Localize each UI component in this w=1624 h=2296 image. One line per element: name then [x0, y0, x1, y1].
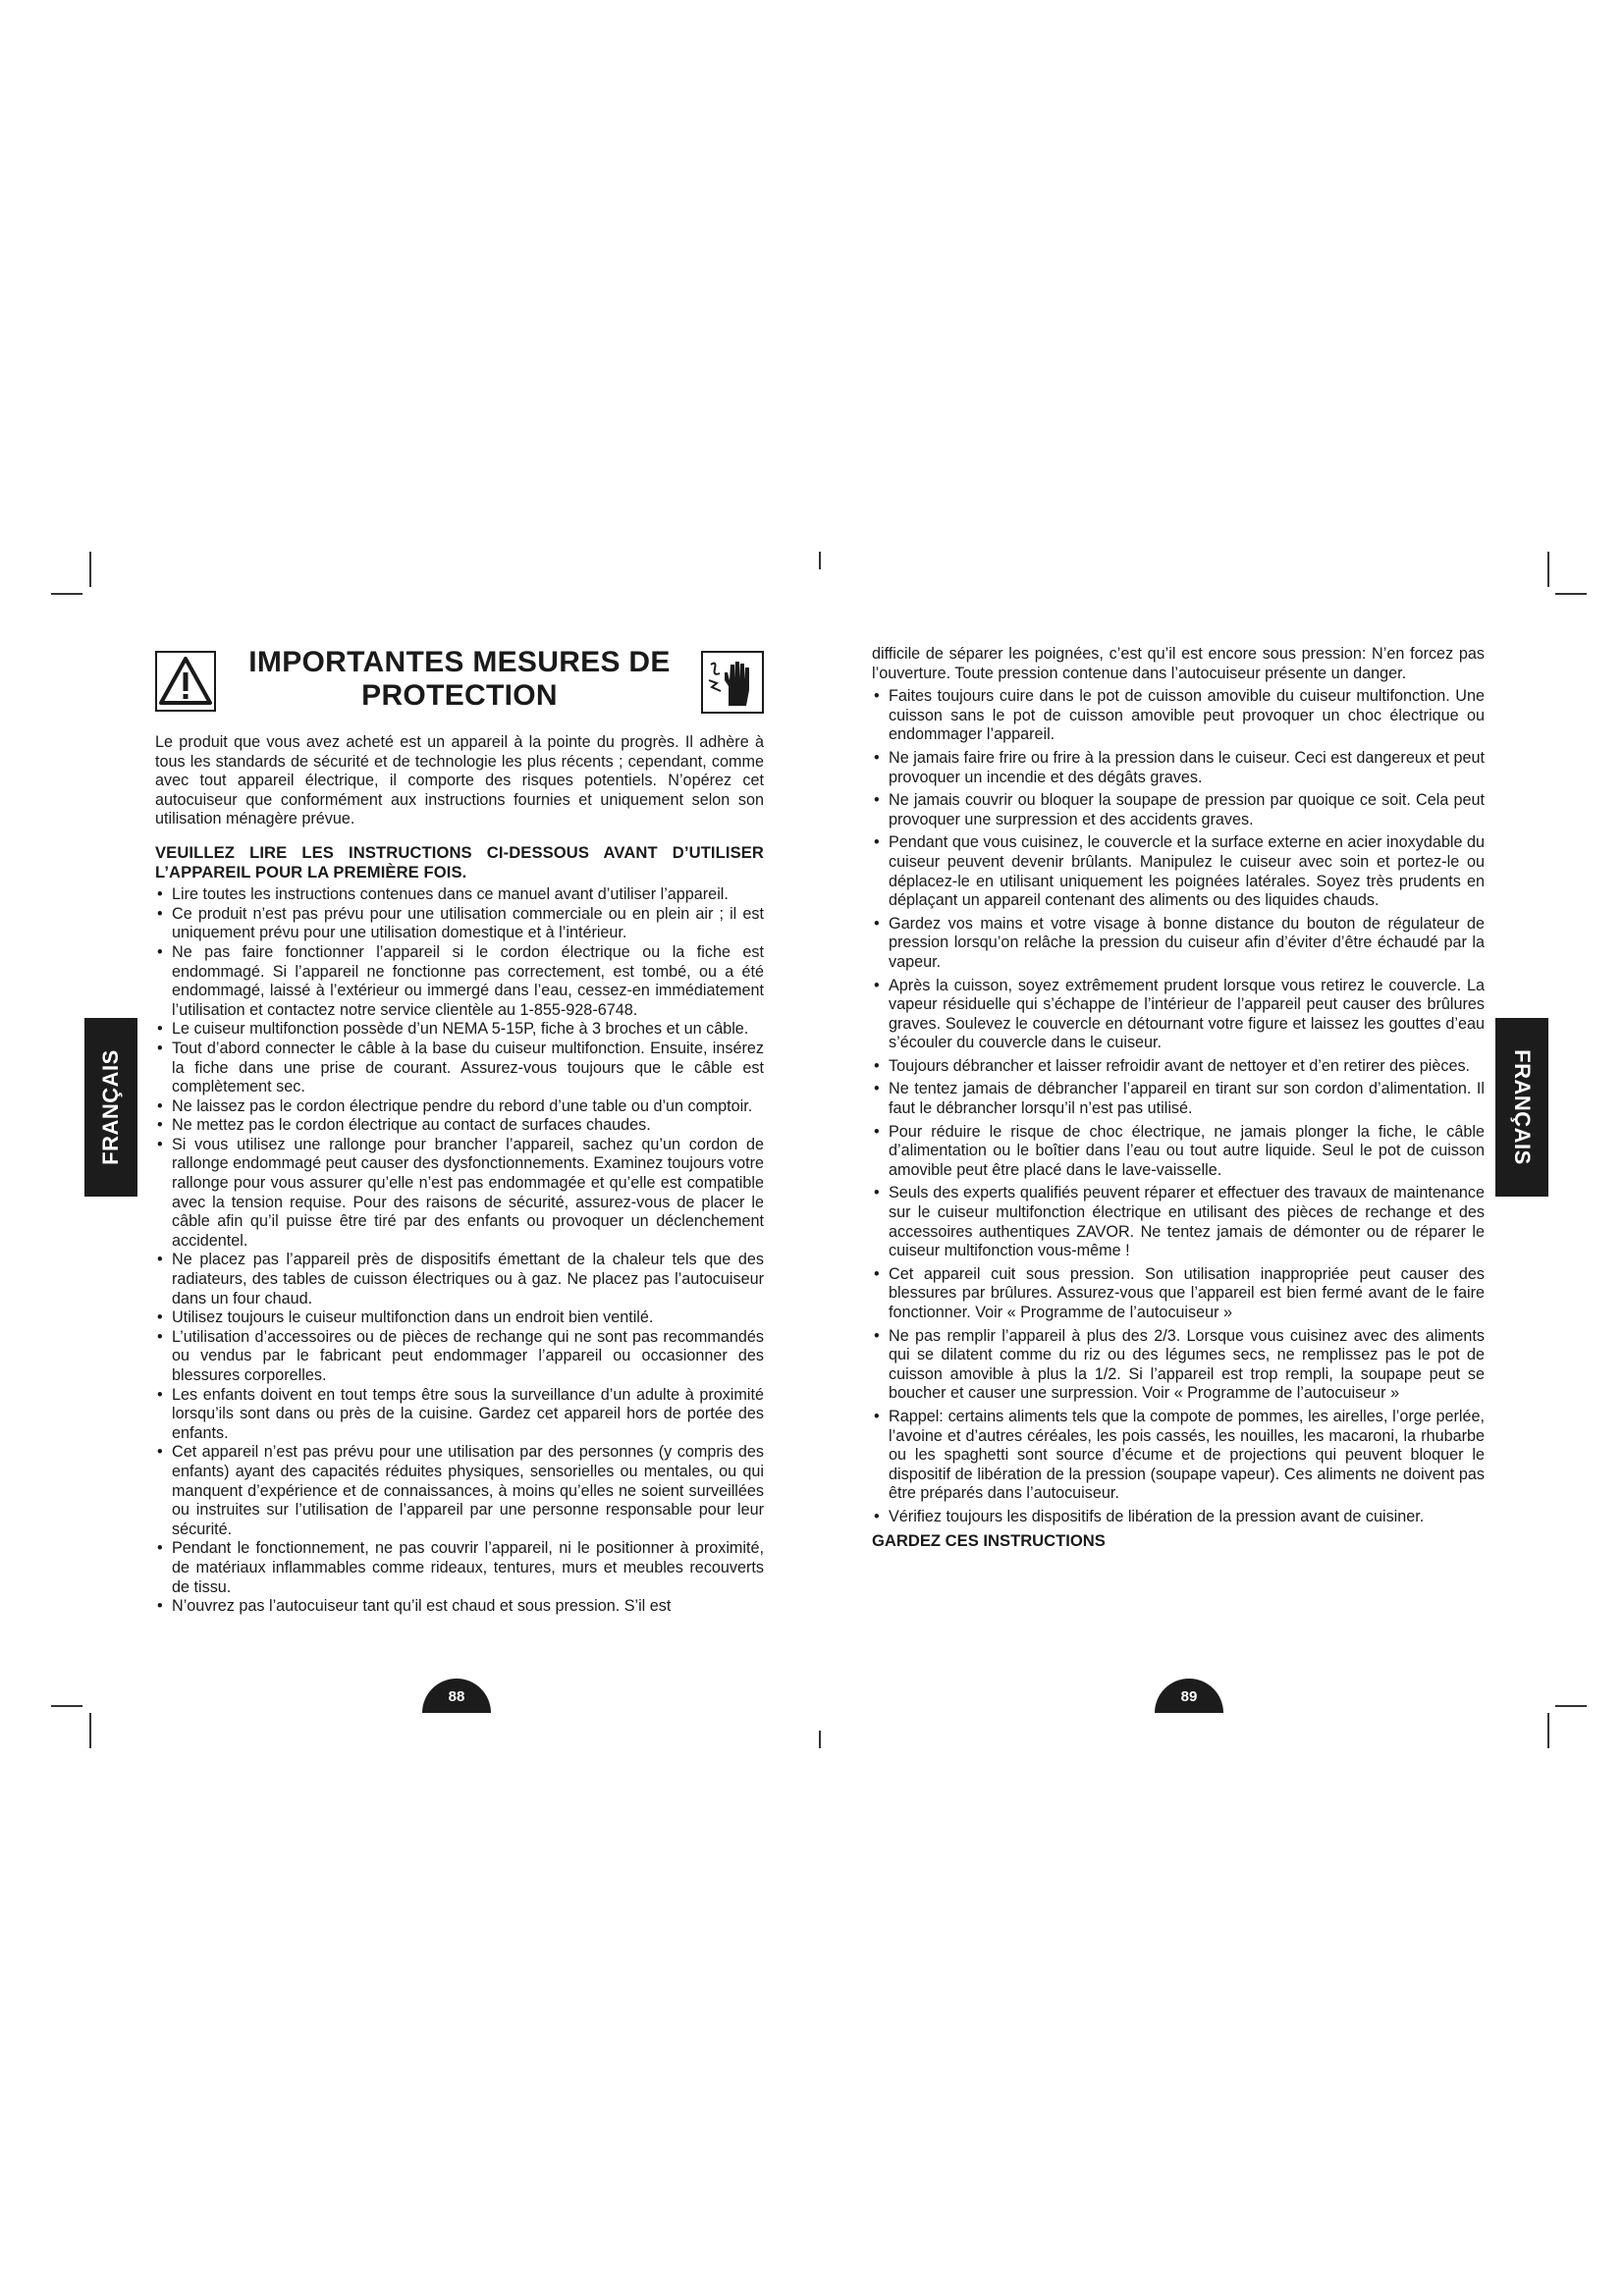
- list-item: • Ne tentez jamais de débrancher l’appareil en tirant sur son cordon d’alimentation. Il faut le débrancher lorsqu’il n’est pas utilisé.: [872, 1080, 1485, 1118]
- list-item: • Ne pas faire fonctionner l’appareil si le cordon électrique ou la fiche est endommagé. Si l’appareil ne fonctionne pas correctement, est tombé, ou a été endommagé, laissé à l’extérieur ou immergé dans l’eau, cessez-en immédiatement l’utilisation et contactez notre service clientèle au 1-855-928-6748.: [155, 943, 764, 1020]
- list-item: • Ne jamais faire frire ou frire à la pression dans le cuiseur. Ceci est dangereux et peut provoquer un incendie et des dégâts graves.: [872, 749, 1485, 787]
- list-item: • Vérifiez toujours les dispositifs de libération de la pression avant de cuisiner.: [872, 1508, 1485, 1527]
- intro-paragraph: Le produit que vous avez acheté est un appareil à la pointe du progrès. Il adhère à tous les standards de sécurité et de technologie les plus récents ; cependant, comme avec tout appareil électrique, il comporte des risques potentiels. N’opérez cet autocuiseur que conformément aux instructions fournies et uniquement selon son utilisation ménagère prévue.: [155, 733, 764, 828]
- instructions-heading: VEUILLEZ LIRE LES INSTRUCTIONS CI-DESSOUS AVANT D’UTILISER L’APPAREIL POUR LA PREMIÈRE FOIS.: [155, 842, 764, 881]
- language-tab-label: FRANÇAIS: [1510, 1049, 1535, 1165]
- crop-mark: [819, 552, 821, 569]
- safety-header: [155, 643, 764, 720]
- list-item: • Toujours débrancher et laisser refroidir avant de nettoyer et d’en retirer des pièces.: [872, 1057, 1485, 1077]
- list-item: • Seuls des experts qualifiés peuvent réparer et effectuer des travaux de maintenance sur le cuiseur multifonction électrique en utilisant des pièces de rechange et des accessoires authentiques ZAVOR. Ne tentez jamais de démonter ou de réparer le cuiseur multifonction vous-même !: [872, 1184, 1485, 1260]
- list-item: • Ne placez pas l’appareil près de dispositifs émettant de la chaleur tels que des radiateurs, des tables de cuisson électriques ou à gaz. Ne placez pas l’autocuiseur dans un four chaud.: [155, 1251, 764, 1308]
- list-item: • Faites toujours cuire dans le pot de cuisson amovible du cuiseur multifonction. Une cuisson sans le pot de cuisson amovible peut provoquer un choc électrique ou endommager l’appareil.: [872, 687, 1485, 745]
- keep-instructions-heading: GARDEZ CES INSTRUCTIONS: [872, 1530, 1106, 1550]
- page-number-left: 88: [422, 1679, 491, 1713]
- electric-shock-hand-icon: [701, 651, 764, 714]
- list-item: • L’utilisation d’accessoires ou de pièces de rechange qui ne sont pas recommandés ou vendus par le fabricant peut endommager l’appareil ou occasionner des blessures corporelles.: [155, 1328, 764, 1386]
- list-item: • Pour réduire le risque de choc électrique, ne jamais plonger la fiche, le câble d’alimentation ou le boîtier dans l’eau ou tout autre liquide. Seul le pot de cuisson amovible peut être placé dans le lave-vaisselle.: [872, 1123, 1485, 1181]
- safety-list-right: [872, 687, 1485, 1526]
- list-item: • Tout d’abord connecter le câble à la base du cuiseur multifonction. Ensuite, insérez la fiche dans une prise de courant. Assurez-vous toujours que le câble est complètement sec.: [155, 1040, 764, 1097]
- list-item: • Le cuiseur multifonction possède d’un NEMA 5-15P, fiche à 3 broches et un câble.: [155, 1020, 764, 1040]
- crop-mark: [1547, 552, 1549, 587]
- warning-triangle-icon: [155, 651, 216, 712]
- crop-mark: [51, 593, 82, 595]
- list-item: • Lire toutes les instructions contenues dans ce manuel avant d’utiliser l’appareil.: [155, 885, 764, 905]
- list-item: • Si vous utilisez une rallonge pour brancher l’appareil, sachez qu’un cordon de rallonge endommagé peut causer des dysfonctionnements. Examinez toujours votre rallonge pour vous assurer qu’elle n’est pas endommagée et qu’elle est compatible avec la tension requise. Pour des raisons de sécurité, assurez-vous de placer le câble afin qu’il puisse être tiré par des enfants ou provoquer un déclenchement accidentel.: [155, 1136, 764, 1252]
- safety-list-left: [155, 885, 764, 1617]
- page-number-right: 89: [1155, 1679, 1223, 1713]
- list-item: • Pendant le fonctionnement, ne pas couvrir l’appareil, ni le positionner à proximité, de matériaux inflammables comme rideaux, tentures, murs et meubles recouverts de tissu.: [155, 1539, 764, 1597]
- crop-mark: [819, 1731, 821, 1748]
- list-item: • Cet appareil n’est pas prévu pour une utilisation par des personnes (y compris des enfants) ayant des capacités réduites physiques, sensorielles ou mentales, ou qui manquent d’expérience et de connaissances, à moins qu’elles ne soient surveillées ou instruites sur l’utilisation de l’appareil par une personne responsable pour leur sécurité.: [155, 1443, 764, 1539]
- page-title: [226, 646, 693, 713]
- list-item: • Ne laissez pas le cordon électrique pendre du rebord d’une table ou d’un comptoir.: [155, 1097, 764, 1117]
- list-item: • Ce produit n’est pas prévu pour une utilisation commerciale ou en plein air ; il est uniquement prévu pour une utilisation domestique et à l’intérieur.: [155, 905, 764, 943]
- language-tab-left: [84, 1018, 137, 1197]
- crop-mark: [1555, 593, 1587, 595]
- crop-mark: [51, 1705, 82, 1707]
- crop-mark: [1547, 1713, 1549, 1748]
- left-page-body: [155, 733, 764, 1617]
- list-item: • Cet appareil cuit sous pression. Son utilisation inappropriée peut causer des blessures par brûlures. Assurez-vous que l’appareil est bien fermé avant de le faire fonctionner. Voir « Programme de l’autocuiseur »: [872, 1265, 1485, 1323]
- list-item: • Ne jamais couvrir ou bloquer la soupape de pression par quoique ce soit. Cela peut provoquer une surpression et des accidents graves.: [872, 791, 1485, 829]
- list-item: • Les enfants doivent en tout temps être sous la surveillance d’un adulte à proximité lorsqu’ils sont dans ou près de la cuisine. Gardez cet appareil hors de portée des enfants.: [155, 1386, 764, 1444]
- title-line-1: IMPORTANTES MESURES DE: [248, 646, 671, 678]
- list-item: • N’ouvrez pas l’autocuiseur tant qu’il est chaud et sous pression. S’il est: [155, 1597, 764, 1617]
- list-item: • Pendant que vous cuisinez, le couvercle et la surface externe en acier inoxydable du cuiseur peuvent devenir brûlants. Manipulez le cuiseur avec soin et portez-le ou déplacez-le en utilisant uniquement les poignées latérales. Soyez très prudents en déplaçant un appareil contenant des aliments ou des liquides chauds.: [872, 833, 1485, 910]
- list-item: • Après la cuisson, soyez extrêmement prudent lorsque vous retirez le couvercle. La vapeur résiduelle qui s’échappe de l’intérieur de l’appareil peut causer des brûlures graves. Soulevez le couvercle en détournant votre figure et laissez les gouttes d’eau s’écouler du couvercle dans le cuiseur.: [872, 977, 1485, 1053]
- crop-mark: [89, 1713, 91, 1748]
- continuation-paragraph: difficile de séparer les poignées, c’est qu’il est encore sous pression: N’en forcez pas l’ouverture. Toute pression contenue dans l’autocuiseur présente un danger.: [872, 645, 1485, 682]
- right-page-body: [872, 645, 1485, 1550]
- list-item: • Utilisez toujours le cuiseur multifonction dans un endroit bien ventilé.: [155, 1308, 764, 1328]
- list-item: • Gardez vos mains et votre visage à bonne distance du bouton de régulateur de pression lorsqu’on relâche la pression du cuiseur afin d’éviter d’être échaudé par la vapeur.: [872, 915, 1485, 973]
- crop-mark: [1555, 1705, 1587, 1707]
- crop-mark: [89, 552, 91, 587]
- title-line-2: PROTECTION: [361, 679, 558, 712]
- list-item: • Ne pas remplir l’appareil à plus des 2/3. Lorsque vous cuisinez avec des aliments qui se dilatent comme du riz ou des légumes secs, ne remplissez pas le pot de cuisson amovible à plus la 1/2. Si l’appareil est trop rempli, la soupape peut se boucher et causer une surpression. Voir « Programme de l’autocuiseur »: [872, 1327, 1485, 1404]
- language-tab-right: [1495, 1018, 1548, 1197]
- list-item: • Rappel: certains aliments tels que la compote de pommes, les airelles, l’orge perlée, l’avoine et d’autres céréales, les pois cassés, les nouilles, les macaroni, la rhubarbe ou les spaghetti sont source d’écume et de projections qui peuvent bloquer le dispositif de libération de la pression (soupape vapeur). Ces aliments ne doivent pas être préparés dans l’autocuiseur.: [872, 1408, 1485, 1504]
- language-tab-label: FRANÇAIS: [98, 1049, 123, 1165]
- list-item: • Ne mettez pas le cordon électrique au contact de surfaces chaudes.: [155, 1116, 764, 1136]
